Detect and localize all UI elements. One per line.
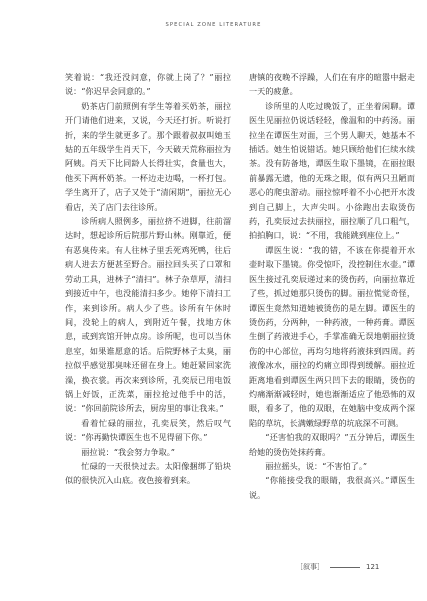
left-paragraph-2: 奶茶店门前照例有学生等着买奶茶，丽拉开门请他们进来，又说，今天还打折。听说打折，来的学生就更多了。那个跟着叔叔叫她玉姑的五年级学生肖天下，今天破天荒称丽拉为阿姨。肖天下比同龄人长得壮实，食量也大，他买下两杯奶茶。一杯边走边喝，一杯打包。学生离开了，店子又处于“清闲期”，丽拉无心看店，关了店门去往诊所。	[65, 100, 231, 212]
right-paragraph-5: 丽拉摇头，说：“不害怕了。”	[265, 460, 368, 471]
left-paragraph-4: 看着忙碌的丽拉，孔奕辰笑，然后叹气说：“你再勤快谭医生也不见得留下你。”	[65, 417, 231, 443]
right-paragraph-4: “还害怕我的双眼吗？”五分钟后，谭医生给她的烫伤处抹药膏。	[249, 432, 415, 457]
page-footer	[296, 562, 379, 572]
left-paragraph-3: 诊所病人照例多，丽拉挤不进脚，往前溜达时，想起诊所后院那片野山林。刚靠近，便有恶臭传来。有人往林子里丢死鸡死鸭，往后病人进去方便甚至野合。丽拉回头买了口罩和劳动工具，进林子“清扫”。林子杂草厚，清扫到接近中午，也没能清扫多少。她停下清扫工作，来到诊所。病人少了些。诊所有午休时间，没轮上的病人，到附近午餐，找地方休息，或到宾馆开钟点房。诊所呢，也可以当休息室，如果谁愿意的话。后院野林子太臭，丽拉似乎感觉那臭味还留在身上。她赶紧回家洗澡，换衣裳。再次来到诊所，孔奕辰已用电饭锅上好饭，正洗菜，丽拉抢过他手中的活，说：“你回前院诊所去，厨房里的事让我来。”	[65, 216, 231, 414]
right-column	[249, 70, 415, 502]
right-paragraph-2: 诊所里的人吃过晚饭了，正坐着闲聊。谭医生见丽拉仍说话轻轻，像温和的中药汤。丽拉坐在谭医生对面，三个男人聊天，她基本不插话。她生怕说错话。她只顾给他们仨续水续茶。没有防备地，谭医生取下墨镜，在丽拉眼前暴露无遗，他的无珠之眼，似有两只丑陋而恶心的爬虫游动。丽拉惊呼着不小心把开水泼到自己脚上，大声尖叫。小徐跑出去取烫伤药，孔奕辰过去扶丽拉，丽拉顺了几口粗气，拍拍胸口，说：“不用，我能跳到座位上。”	[249, 100, 415, 241]
left-paragraph-5: 丽拉说：“我会努力争取。”	[81, 446, 175, 457]
right-paragraph-1: 唐镇的夜晚不浮躁，人们在有序的暄嚣中据走一天的疲惫。	[249, 72, 415, 97]
right-paragraph-3: 谭医生说：“我的错，不该在你提着开水壶时取下墨镜。你受惊吓，没控制住水壶。”谭医生接过孔奕辰递过来的烫伤药，向丽拉靠近了些，抓过她那只烫伤的脚。丽拉慌觉奇怪，谭医生竟然知道她被烫伤的是左脚。谭医生的烫伤药，分两种，一种药液，一种药膏。谭医生倒了药液进手心，手掌准确无误地朝丽拉烫伤的中心部位，再均匀地将药液抹到四周。药液像冰水，丽拉的灼痛立即得到缓解。丽拉近距离地看到谭医生两只凹下去的眼睛，烫伤的灼痛渐渐减轻时，她也渐渐适应了他恐怖的双眼，看多了，他的双眼，在她脑中变成两个深陷的草坑，长满嫩绿野草的坑底深不可测。	[249, 244, 415, 428]
left-paragraph-1: 笑着说：“我还没问意，你就上岗了？”丽拉说：“你迟早会同意的。”	[65, 72, 231, 97]
right-paragraph-6: “你能接受我的眼睛，我很高兴。”谭医生说。	[249, 475, 415, 500]
left-paragraph-6: 忙碌的一天很快过去。太阳像捆绑了铅块似的很快沉入山底。夜色接着到来。	[65, 460, 231, 486]
footer-rule	[330, 567, 360, 568]
left-column	[65, 70, 231, 488]
page-number: 121	[366, 563, 380, 571]
running-header: SPECIAL ZONE LITERATURE	[165, 22, 262, 28]
section-label: ［叙事］	[296, 563, 324, 571]
